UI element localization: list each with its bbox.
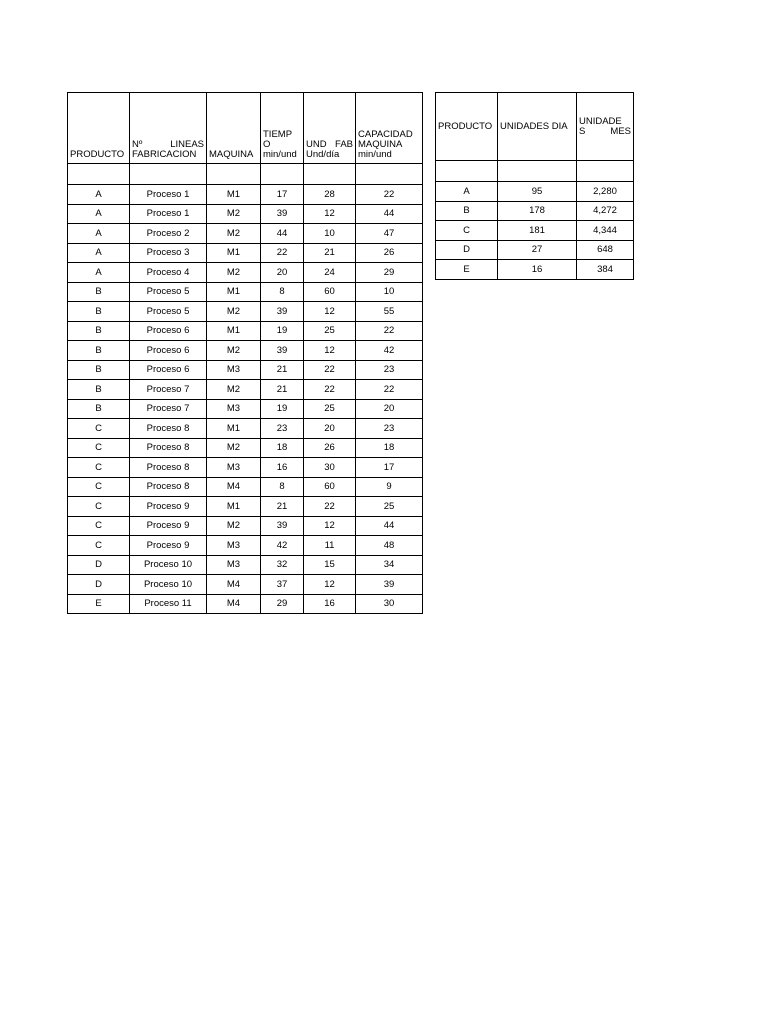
cell-capacidad: 9: [356, 477, 423, 497]
cell-linea: Proceso 6: [130, 321, 207, 341]
cell-und-fab: 60: [304, 477, 356, 497]
cell-capacidad: 42: [356, 341, 423, 361]
cell-und-fab: 12: [304, 516, 356, 536]
cell-maquina: M4: [207, 477, 261, 497]
cell-producto: B: [68, 341, 130, 361]
table-row: [68, 380, 423, 400]
cell-producto: A: [68, 185, 130, 205]
cell-producto: B: [68, 360, 130, 380]
cell-tiempo: 44: [261, 224, 304, 244]
cell-producto: A: [68, 243, 130, 263]
cell-maquina: M2: [207, 516, 261, 536]
cell-linea: Proceso 7: [130, 399, 207, 419]
table-row: [68, 594, 423, 614]
cell-capacidad: 23: [356, 360, 423, 380]
table-row: [68, 302, 423, 322]
table-row: [68, 243, 423, 263]
cell-und-fab: 21: [304, 243, 356, 263]
cell-linea: Proceso 1: [130, 204, 207, 224]
cell-producto: C: [68, 419, 130, 439]
summary-header-unidades-mes: UNIDADE S MES: [577, 93, 634, 161]
table-row: [68, 497, 423, 517]
cell-producto: A: [68, 204, 130, 224]
cell-tiempo: 42: [261, 536, 304, 556]
cell-producto: D: [68, 555, 130, 575]
cell-maquina: M2: [207, 380, 261, 400]
cell-producto: B: [68, 302, 130, 322]
cell-und-fab: 10: [304, 224, 356, 244]
cell-capacidad: 25: [356, 497, 423, 517]
spacer-row: [68, 164, 423, 185]
cell-capacidad: 22: [356, 185, 423, 205]
cell-producto: A: [68, 224, 130, 244]
cell-maquina: M2: [207, 302, 261, 322]
cell-unidades-mes: 384: [577, 260, 634, 280]
table-row: [68, 263, 423, 283]
table-row: [68, 555, 423, 575]
cell-und-fab: 30: [304, 458, 356, 478]
table-row: [68, 575, 423, 595]
header-maquina: MAQUINA: [207, 93, 261, 164]
table-row: [68, 360, 423, 380]
table-row: [436, 240, 634, 260]
cell-producto: E: [436, 260, 498, 280]
cell-capacidad: 48: [356, 536, 423, 556]
cell-und-fab: 22: [304, 497, 356, 517]
cell-tiempo: 19: [261, 321, 304, 341]
cell-linea: Proceso 9: [130, 516, 207, 536]
table-row: [436, 201, 634, 221]
cell-und-fab: 15: [304, 555, 356, 575]
cell-linea: Proceso 5: [130, 282, 207, 302]
cell-und-fab: 22: [304, 360, 356, 380]
cell-linea: Proceso 8: [130, 458, 207, 478]
cell-capacidad: 29: [356, 263, 423, 283]
cell-tiempo: 8: [261, 477, 304, 497]
cell-tiempo: 29: [261, 594, 304, 614]
cell-producto: B: [68, 282, 130, 302]
cell-tiempo: 22: [261, 243, 304, 263]
cell-linea: Proceso 6: [130, 360, 207, 380]
cell-linea: Proceso 6: [130, 341, 207, 361]
cell-producto: E: [68, 594, 130, 614]
cell-linea: Proceso 2: [130, 224, 207, 244]
cell-linea: Proceso 8: [130, 477, 207, 497]
cell-tiempo: 21: [261, 497, 304, 517]
cell-producto: C: [68, 536, 130, 556]
production-table: [67, 92, 423, 614]
cell-unidades-mes: 648: [577, 240, 634, 260]
table-row: [68, 282, 423, 302]
cell-und-fab: 11: [304, 536, 356, 556]
cell-linea: Proceso 7: [130, 380, 207, 400]
summary-header-producto: PRODUCTO: [436, 93, 498, 161]
header-tiempo: TIEMP O min/und: [261, 93, 304, 164]
summary-header-unidades-dia: UNIDADES DIA: [498, 93, 577, 161]
cell-maquina: M3: [207, 458, 261, 478]
header-row: [68, 93, 423, 164]
cell-producto: C: [68, 458, 130, 478]
cell-capacidad: 44: [356, 204, 423, 224]
cell-und-fab: 12: [304, 341, 356, 361]
cell-tiempo: 20: [261, 263, 304, 283]
cell-und-fab: 25: [304, 399, 356, 419]
cell-tiempo: 39: [261, 516, 304, 536]
cell-tiempo: 17: [261, 185, 304, 205]
cell-linea: Proceso 5: [130, 302, 207, 322]
cell-tiempo: 32: [261, 555, 304, 575]
cell-maquina: M2: [207, 438, 261, 458]
cell-tiempo: 23: [261, 419, 304, 439]
cell-linea: Proceso 8: [130, 419, 207, 439]
table-row: [68, 185, 423, 205]
cell-und-fab: 12: [304, 204, 356, 224]
header-lineas-fabricacion: Nº LINEAS FABRICACION: [130, 93, 207, 164]
header-producto: PRODUCTO: [68, 93, 130, 164]
cell-unidades-mes: 4,272: [577, 201, 634, 221]
cell-capacidad: 22: [356, 321, 423, 341]
table-row: [68, 438, 423, 458]
cell-capacidad: 55: [356, 302, 423, 322]
cell-unidades-dia: 178: [498, 201, 577, 221]
cell-maquina: M2: [207, 341, 261, 361]
cell-capacidad: 20: [356, 399, 423, 419]
table-row: [68, 516, 423, 536]
header-und-fab: UND FAB Und/día: [304, 93, 356, 164]
cell-capacidad: 44: [356, 516, 423, 536]
cell-und-fab: 12: [304, 575, 356, 595]
cell-maquina: M2: [207, 263, 261, 283]
table-row: [68, 536, 423, 556]
cell-maquina: M1: [207, 282, 261, 302]
cell-tiempo: 37: [261, 575, 304, 595]
table-row: [436, 182, 634, 202]
cell-producto: C: [68, 438, 130, 458]
cell-unidades-mes: 4,344: [577, 221, 634, 241]
cell-und-fab: 60: [304, 282, 356, 302]
cell-capacidad: 18: [356, 438, 423, 458]
cell-unidades-dia: 27: [498, 240, 577, 260]
table-row: [68, 204, 423, 224]
table-row: [68, 458, 423, 478]
cell-tiempo: 19: [261, 399, 304, 419]
cell-producto: B: [68, 380, 130, 400]
cell-unidades-dia: 16: [498, 260, 577, 280]
table-row: [68, 341, 423, 361]
cell-maquina: M1: [207, 243, 261, 263]
cell-linea: Proceso 9: [130, 497, 207, 517]
cell-capacidad: 47: [356, 224, 423, 244]
cell-linea: Proceso 8: [130, 438, 207, 458]
cell-producto: D: [436, 240, 498, 260]
cell-tiempo: 39: [261, 302, 304, 322]
cell-producto: B: [436, 201, 498, 221]
table-row: [68, 321, 423, 341]
cell-maquina: M3: [207, 399, 261, 419]
cell-producto: A: [436, 182, 498, 202]
cell-tiempo: 16: [261, 458, 304, 478]
cell-producto: C: [436, 221, 498, 241]
cell-capacidad: 30: [356, 594, 423, 614]
summary-table-body: [436, 182, 634, 280]
cell-producto: B: [68, 399, 130, 419]
table-row: [68, 399, 423, 419]
header-capacidad-maquina: CAPACIDAD MAQUINA min/und: [356, 93, 423, 164]
cell-capacidad: 17: [356, 458, 423, 478]
cell-maquina: M1: [207, 497, 261, 517]
cell-maquina: M1: [207, 419, 261, 439]
table-row: [68, 477, 423, 497]
cell-linea: Proceso 4: [130, 263, 207, 283]
table-row: [68, 224, 423, 244]
cell-capacidad: 23: [356, 419, 423, 439]
cell-linea: Proceso 11: [130, 594, 207, 614]
summary-table: [435, 92, 634, 280]
cell-unidades-mes: 2,280: [577, 182, 634, 202]
cell-linea: Proceso 3: [130, 243, 207, 263]
cell-und-fab: 28: [304, 185, 356, 205]
cell-maquina: M3: [207, 360, 261, 380]
cell-maquina: M3: [207, 536, 261, 556]
cell-tiempo: 39: [261, 204, 304, 224]
cell-capacidad: 39: [356, 575, 423, 595]
cell-capacidad: 34: [356, 555, 423, 575]
cell-producto: C: [68, 477, 130, 497]
cell-und-fab: 25: [304, 321, 356, 341]
cell-tiempo: 39: [261, 341, 304, 361]
cell-maquina: M3: [207, 555, 261, 575]
summary-spacer-row: [436, 161, 634, 182]
cell-maquina: M1: [207, 185, 261, 205]
cell-producto: A: [68, 263, 130, 283]
cell-maquina: M1: [207, 321, 261, 341]
cell-tiempo: 21: [261, 360, 304, 380]
cell-und-fab: 26: [304, 438, 356, 458]
table-row: [68, 419, 423, 439]
cell-producto: B: [68, 321, 130, 341]
cell-capacidad: 10: [356, 282, 423, 302]
cell-linea: Proceso 10: [130, 555, 207, 575]
summary-header-row: [436, 93, 634, 161]
table-row: [436, 260, 634, 280]
cell-linea: Proceso 10: [130, 575, 207, 595]
cell-und-fab: 16: [304, 594, 356, 614]
cell-capacidad: 22: [356, 380, 423, 400]
cell-und-fab: 22: [304, 380, 356, 400]
cell-capacidad: 26: [356, 243, 423, 263]
cell-producto: C: [68, 516, 130, 536]
cell-tiempo: 18: [261, 438, 304, 458]
cell-tiempo: 21: [261, 380, 304, 400]
cell-maquina: M2: [207, 204, 261, 224]
cell-unidades-dia: 95: [498, 182, 577, 202]
cell-und-fab: 12: [304, 302, 356, 322]
cell-maquina: M2: [207, 224, 261, 244]
table-row: [436, 221, 634, 241]
cell-producto: D: [68, 575, 130, 595]
cell-linea: Proceso 9: [130, 536, 207, 556]
cell-und-fab: 20: [304, 419, 356, 439]
cell-unidades-dia: 181: [498, 221, 577, 241]
cell-tiempo: 8: [261, 282, 304, 302]
cell-producto: C: [68, 497, 130, 517]
cell-linea: Proceso 1: [130, 185, 207, 205]
cell-und-fab: 24: [304, 263, 356, 283]
cell-maquina: M4: [207, 575, 261, 595]
cell-maquina: M4: [207, 594, 261, 614]
production-table-body: [68, 185, 423, 614]
